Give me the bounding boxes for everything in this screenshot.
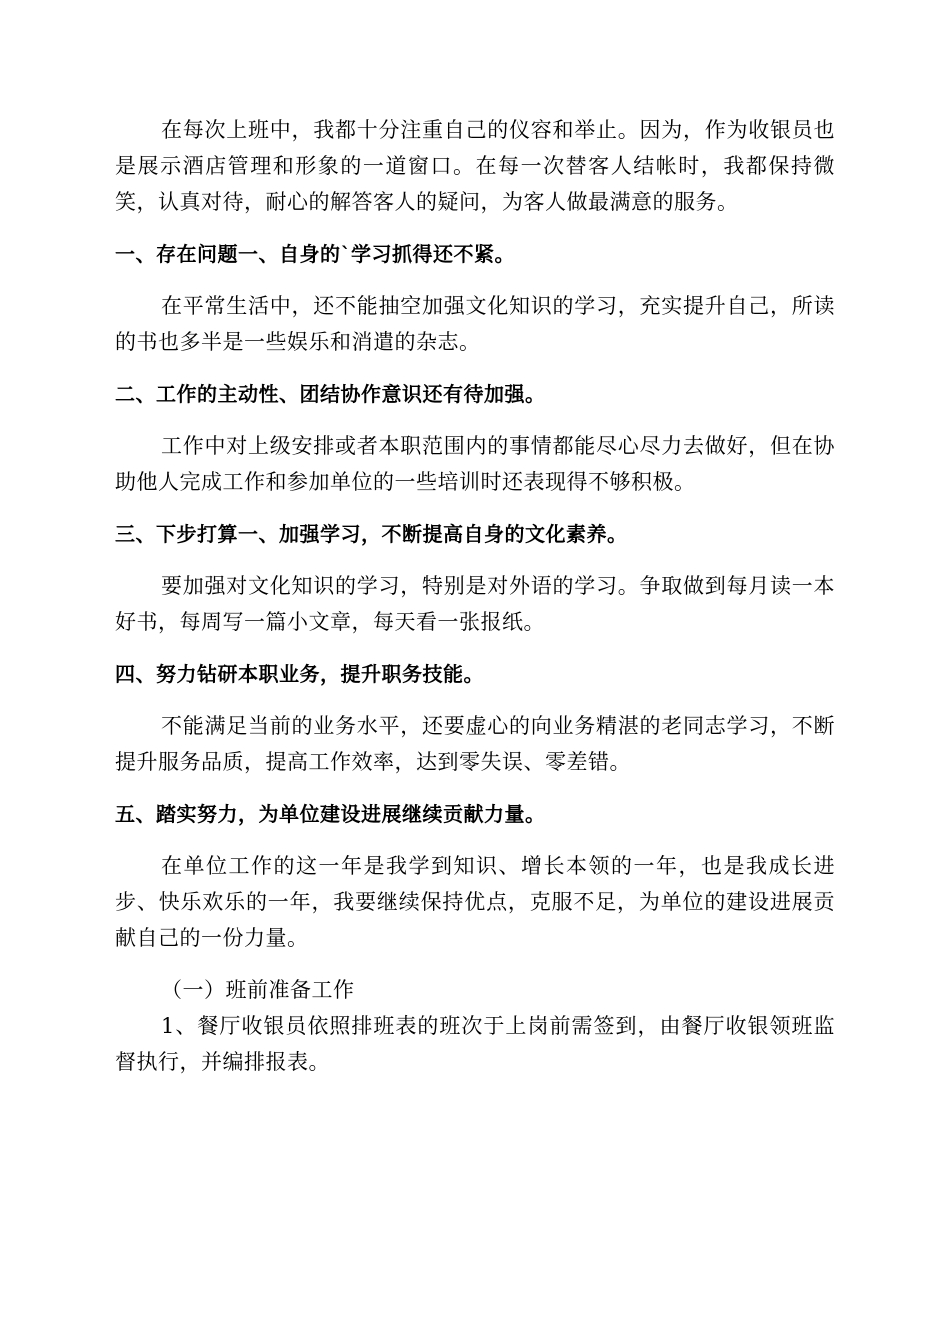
body-paragraph: 不能满足当前的业务水平，还要虚心的向业务精湛的老同志学习，不断提升服务品质，提高工作效率，达到零失误、零差错。 — [115, 714, 835, 774]
section-heading: 四、努力钻研本职业务，提升职务技能。 — [115, 662, 484, 686]
subsection-heading: （一）班前准备工作 — [161, 978, 355, 1002]
body-paragraph: 要加强对文化知识的学习，特别是对外语的学习。争取做到每月读一本好书，每周写一篇小文章，每天看一张报纸。 — [115, 574, 835, 634]
body-paragraph: 在平常生活中，还不能抽空加强文化知识的学习，充实提升自己，所读的书也多半是一些娱乐和消遣的杂志。 — [115, 294, 835, 354]
section-heading: 五、踏实努力，为单位建设进展继续贡献力量。 — [115, 802, 546, 826]
section-heading: 三、下步打算一、加强学习，不断提高自身的文化素养。 — [115, 522, 628, 546]
body-paragraph: 在单位工作的这一年是我学到知识、增长本领的一年，也是我成长进步、快乐欢乐的一年，我要继续保持优点，克服不足，为单位的建设进展贡献自己的一份力量。 — [115, 854, 835, 950]
body-paragraph: 工作中对上级安排或者本职范围内的事情都能尽心尽力去做好，但在协助他人完成工作和参加单位的一些培训时还表现得不够积极。 — [115, 434, 835, 494]
section-heading: 二、工作的主动性、团结协作意识还有待加强。 — [115, 382, 546, 406]
body-paragraph: 1、餐厅收银员依照排班表的班次于上岗前需签到，由餐厅收银领班监督执行，并编排报表。 — [115, 1014, 835, 1074]
section-heading: 一、存在问题一、自身的`学习抓得还不紧。 — [115, 242, 515, 266]
body-paragraph: 在每次上班中，我都十分注重自己的仪容和举止。因为，作为收银员也是展示酒店管理和形象的一道窗口。在每一次替客人结帐时，我都保持微笑，认真对待，耐心的解答客人的疑问，为客人做最满意的服务。 — [115, 118, 835, 214]
document-page — [115, 112, 835, 1080]
